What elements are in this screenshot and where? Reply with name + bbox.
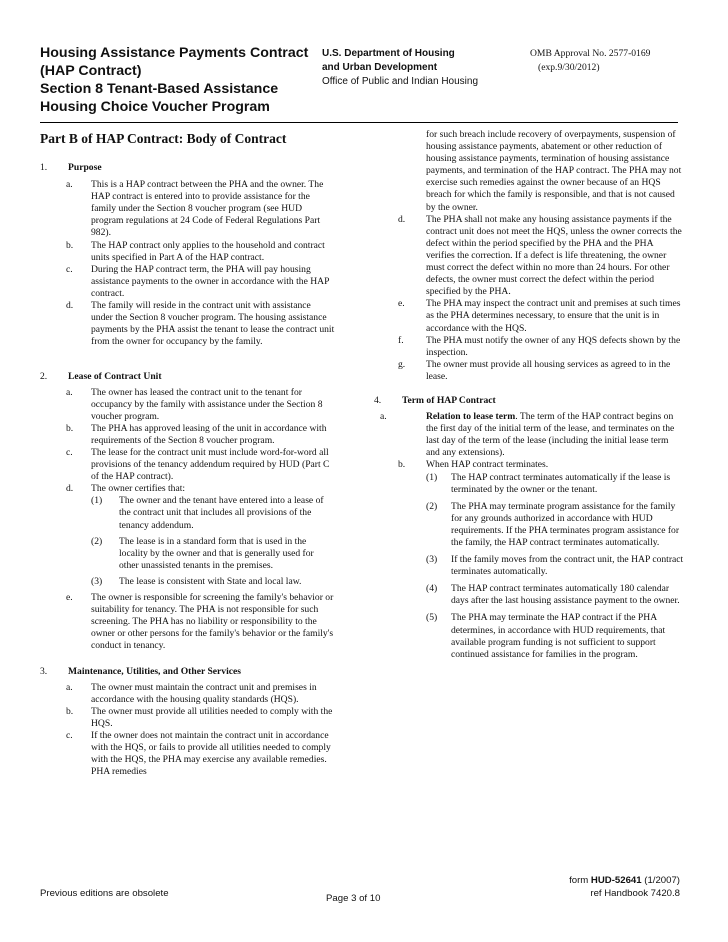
- title-line: (HAP Contract): [40, 63, 142, 79]
- sub-item: (3) If the family moves from the contract unit, the HAP contract terminates automatically.: [426, 554, 684, 578]
- list-item: a. The owner must maintain the contract unit and premises in accordance with the housing quality standards (HQS).: [66, 681, 317, 705]
- list-item: d. The owner certifies that:: [66, 483, 186, 495]
- form-number: HUD-52641: [590, 875, 642, 886]
- list-item: g. The owner must provide all housing services as agreed to in the lease.: [398, 358, 671, 382]
- list-item: a. This is a HAP contract between the PHA and the owner. The HAP contract is entered into to provide assistance for the family under the Section 8 voucher program (see HUD program regulations at 24 Code of Federal Regulations Part 982).: [66, 179, 324, 239]
- section-heading: 2. Lease of Contract Unit: [40, 371, 162, 383]
- list-item: d. The family will reside in the contract unit with assistance under the Section 8 voucher program. The housing assistance payments by the PHA assist the tenant to lease the contract unit from the owner for occupancy by the family.: [66, 300, 335, 348]
- title-line: Housing Assistance Payments Contract: [40, 45, 309, 61]
- list-item: c. The lease for the contract unit must include word-for-word all provisions of the tenancy addendum required by HUD (Part C of the HAP contract).: [66, 446, 330, 483]
- list-item: a. The owner has leased the contract unit to the tenant for occupancy by the family with assistance under the Section 8 voucher program.: [66, 386, 323, 422]
- left-column: [40, 162, 335, 778]
- list-item: d. The PHA shall not make any housing assistance payments if the contract unit does not meet the HQS, unless the owner corrects the defect within the period specified by the PHA and the PHA verifies the correction. If a defect is life threatening, the owner must correct the defect within no more than 24 hours. For other defects, the owner must correct the defect within the period specified by the PHA.: [398, 213, 682, 298]
- section-heading: 4. Term of HAP Contract: [374, 394, 496, 406]
- list-item: b. The HAP contract only applies to the household and contract units specified in Part A of the HAP contract.: [66, 239, 325, 263]
- list-item: b. When HAP contract terminates.: [398, 459, 549, 471]
- omb-block: [530, 47, 690, 75]
- list-item: c. During the HAP contract term, the PHA will pay housing assistance payments to the owner in accordance with the HAP contract.: [66, 263, 330, 299]
- office-name: Office of Public and Indian Housing: [322, 76, 479, 87]
- form-id: form HUD-52641 (1/2007) ref Handbook 7420.8: [569, 875, 680, 899]
- list-item: b. The PHA has approved leasing of the unit in accordance with requirements of the Section 8 voucher program.: [66, 422, 327, 446]
- header-divider: [40, 122, 678, 123]
- agency-block: [322, 47, 522, 89]
- list-item: e. The owner is responsible for screening the family's behavior or suitability for tenancy. The PHA is not responsible for such screening. The PHA has no liability or responsibility to the owner or other persons for the family's behavior or the family's conduct in tenancy.: [66, 592, 334, 652]
- omb-approval: OMB Approval No. 2577-0169: [530, 48, 651, 59]
- section-heading: 1. Purpose: [40, 162, 102, 173]
- item-heading: Relation to lease term: [426, 411, 516, 423]
- agency-name: U.S. Department of Housing: [322, 48, 455, 59]
- part-title: Part B of HAP Contract: Body of Contract: [40, 131, 287, 146]
- title-line: Section 8 Tenant-Based Assistance: [40, 81, 279, 97]
- footer-note: Previous editions are obsolete: [40, 888, 169, 899]
- sub-item: (1) The owner and the tenant have entered into a lease of the contract unit that includes all provisions of the tenancy addendum.: [91, 495, 324, 531]
- sub-item: (2) The lease is in a standard form that is used in the locality by the owner and that is generally used for other unassisted tenants in the premises.: [91, 535, 314, 571]
- list-item: e. The PHA may inspect the contract unit and premises at such times as the PHA determines necessary, to ensure that the unit is in accordance with the HQS.: [398, 298, 681, 334]
- sub-item: (5) The PHA may terminate the HAP contract if the PHA determines, in accordance with HUD requirements, that available program funding is not sufficient to support continued assistance for families in the program.: [426, 612, 666, 660]
- list-item: a. Relation to lease term. The term of the HAP contract begins on the first day of the initial term of the lease, and terminates on the last day of the term of the lease (including the initial lease term and any extensions).: [380, 411, 675, 459]
- sub-item: (1) The HAP contract terminates automatically if the lease is terminated by the owner or the tenant.: [426, 471, 671, 495]
- document-title: [40, 44, 320, 116]
- continued-text: for such breach include recovery of overpayments, suspension of housing assistance payments, abatement or other reduction of housing assistance payments, termination of housing assistance payments, and termination of the HAP contract. The PHA may not exercise such remedies against the owner because of an HQS breach for which the family is responsible, and that is not caused by the owner.: [426, 129, 682, 213]
- right-column: [374, 129, 684, 661]
- sub-item: (4) The HAP contract terminates automatically 180 calendar days after the last housing assistance payment to the owner.: [426, 583, 680, 607]
- title-line: Housing Choice Voucher Program: [40, 99, 270, 115]
- list-item: c. If the owner does not maintain the contract unit in accordance with the HQS, or fails to provide all utilities needed to comply with the HQS, the PHA may exercise any available remedies. PHA remedies: [66, 729, 331, 778]
- sub-item: (2) The PHA may terminate program assistance for the family for any grounds authorized in accordance with HUD requirements. If the PHA terminates program assistance for the family, the HAP contract terminates automatically.: [426, 500, 680, 548]
- list-item: f. The PHA must notify the owner of any HQS defects shown by the inspection.: [398, 334, 681, 358]
- list-item: b. The owner must provide all utilities needed to comply with the HQS.: [66, 705, 333, 729]
- agency-name: and Urban Development: [322, 62, 438, 73]
- sub-item: (3) The lease is consistent with State and local law.: [91, 575, 302, 587]
- section-heading: 3. Maintenance, Utilities, and Other Services: [40, 666, 242, 678]
- expiration: (exp.9/30/2012): [538, 62, 600, 73]
- handbook-ref: ref Handbook 7420.8: [590, 888, 680, 899]
- page-number: Page 3 of 10: [326, 893, 381, 904]
